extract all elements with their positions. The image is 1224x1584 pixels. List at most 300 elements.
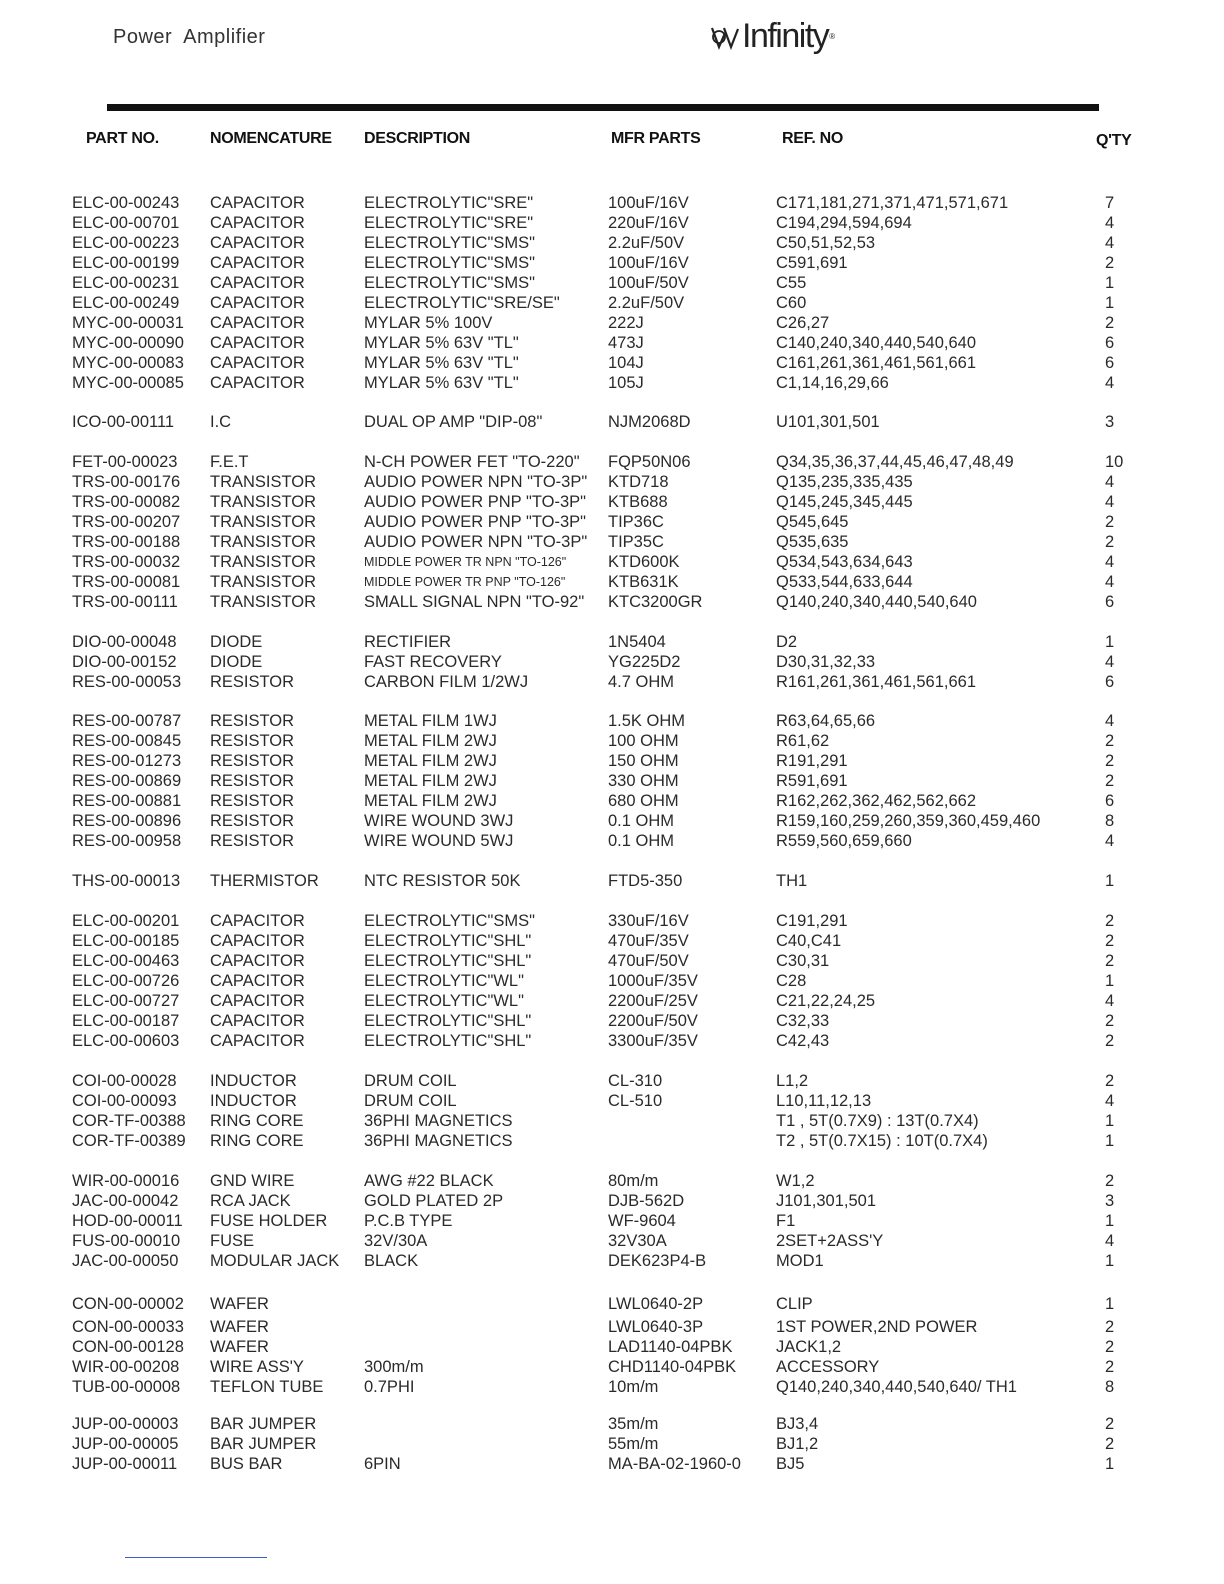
cell-part-no: MYC-00-00083 [72, 354, 184, 372]
cell-qty: 2 [1105, 1012, 1115, 1030]
cell-description: AUDIO POWER NPN "TO-3P" [364, 533, 588, 551]
cell-ref-no: C161,261,361,461,561,661 [776, 354, 977, 372]
cell-ref-no: C191,291 [776, 912, 848, 930]
cell-description: MYLAR 5% 63V "TL" [364, 334, 519, 352]
table-row [0, 1111, 1224, 1131]
cell-part-no: RES-00-00053 [72, 673, 182, 691]
table-row [0, 592, 1224, 612]
cell-ref-no: C42,43 [776, 1032, 830, 1050]
cell-nomenclature: TRANSISTOR [210, 553, 317, 571]
cell-qty: 8 [1105, 812, 1115, 830]
cell-nomenclature: WAFER [210, 1338, 269, 1356]
cell-ref-no: R159,160,259,260,359,360,459,460 [776, 812, 1041, 830]
cell-qty: 2 [1105, 772, 1115, 790]
cell-mfr-parts: FTD5-350 [608, 872, 683, 890]
cell-qty: 2 [1105, 932, 1115, 950]
cell-mfr-parts: 222J [608, 314, 644, 332]
cell-ref-no: BJ1,2 [776, 1435, 819, 1453]
cell-part-no: TRS-00-00032 [72, 553, 181, 571]
cell-qty: 4 [1105, 1092, 1115, 1110]
table-row [0, 233, 1224, 253]
table-row [0, 1337, 1224, 1357]
cell-mfr-parts: KTC3200GR [608, 593, 703, 611]
cell-qty: 2 [1105, 314, 1115, 332]
table-row [0, 572, 1224, 592]
table-row [0, 1131, 1224, 1151]
cell-nomenclature: THERMISTOR [210, 872, 319, 890]
cell-description: N-CH POWER FET "TO-220" [364, 453, 580, 471]
cell-part-no: JUP-00-00005 [72, 1435, 179, 1453]
cell-qty: 4 [1105, 473, 1115, 491]
cell-part-no: CON-00-00128 [72, 1338, 184, 1356]
cell-part-no: DIO-00-00152 [72, 653, 177, 671]
table-row [0, 273, 1224, 293]
table-row [0, 871, 1224, 891]
table-row [0, 333, 1224, 353]
cell-mfr-parts: NJM2068D [608, 413, 691, 431]
cell-part-no: FET-00-00023 [72, 453, 178, 471]
cell-mfr-parts: KTB688 [608, 493, 668, 511]
table-row [0, 811, 1224, 831]
table-row [0, 1231, 1224, 1251]
cell-part-no: TRS-00-00188 [72, 533, 181, 551]
cell-mfr-parts: 80m/m [608, 1172, 659, 1190]
cell-mfr-parts: WF-9604 [608, 1212, 676, 1230]
cell-description: GOLD PLATED 2P [364, 1192, 504, 1210]
cell-ref-no: BJ5 [776, 1455, 805, 1473]
cell-mfr-parts: 0.1 OHM [608, 832, 675, 850]
table-row [0, 293, 1224, 313]
cell-ref-no: CLIP [776, 1295, 813, 1313]
cell-description: FAST RECOVERY [364, 653, 502, 671]
cell-nomenclature: CAPACITOR [210, 214, 305, 232]
table-row [0, 472, 1224, 492]
cell-nomenclature: CAPACITOR [210, 234, 305, 252]
cell-part-no: CON-00-00033 [72, 1318, 184, 1336]
table-row [0, 1294, 1224, 1314]
table-row [0, 731, 1224, 751]
cell-part-no: TRS-00-00176 [72, 473, 181, 491]
cell-ref-no: Q34,35,36,37,44,45,46,47,48,49 [776, 453, 1014, 471]
cell-description: AUDIO POWER NPN "TO-3P" [364, 473, 588, 491]
cell-qty: 2 [1105, 1415, 1115, 1433]
cell-nomenclature: CAPACITOR [210, 1032, 305, 1050]
cell-part-no: RES-00-00896 [72, 812, 182, 830]
cell-nomenclature: CAPACITOR [210, 354, 305, 372]
cell-part-no: ELC-00-00185 [72, 932, 180, 950]
cell-part-no: RES-00-00869 [72, 772, 182, 790]
table-row [0, 1434, 1224, 1454]
cell-nomenclature: RCA JACK [210, 1192, 291, 1210]
cell-nomenclature: RESISTOR [210, 752, 295, 770]
table-row [0, 1071, 1224, 1091]
cell-ref-no: C591,691 [776, 254, 848, 272]
cell-part-no: RES-00-01273 [72, 752, 182, 770]
cell-ref-no: Q534,543,634,643 [776, 553, 913, 571]
cell-mfr-parts: LWL0640-2P [608, 1295, 704, 1313]
cell-description: DRUM COIL [364, 1092, 457, 1110]
cell-nomenclature: MODULAR JACK [210, 1252, 340, 1270]
cell-ref-no: JACK1,2 [776, 1338, 842, 1356]
cell-nomenclature: CAPACITOR [210, 334, 305, 352]
cell-part-no: ELC-00-00603 [72, 1032, 180, 1050]
cell-ref-no: R162,262,362,462,562,662 [776, 792, 977, 810]
cell-part-no: ELC-00-00701 [72, 214, 180, 232]
cell-ref-no: ACCESSORY [776, 1358, 880, 1376]
cell-mfr-parts: 0.1 OHM [608, 812, 675, 830]
cell-nomenclature: CAPACITOR [210, 374, 305, 392]
cell-ref-no: C26,27 [776, 314, 830, 332]
cell-mfr-parts: KTD600K [608, 553, 680, 571]
table-row [0, 1091, 1224, 1111]
cell-mfr-parts: DEK623P4-B [608, 1252, 707, 1270]
cell-ref-no: C28 [776, 972, 807, 990]
cell-mfr-parts: LWL0640-3P [608, 1318, 704, 1336]
cell-part-no: RES-00-00958 [72, 832, 182, 850]
cell-mfr-parts: 150 OHM [608, 752, 679, 770]
cell-part-no: COI-00-00093 [72, 1092, 177, 1110]
table-row [0, 253, 1224, 273]
cell-nomenclature: TRANSISTOR [210, 473, 317, 491]
cell-nomenclature: CAPACITOR [210, 314, 305, 332]
table-row [0, 911, 1224, 931]
cell-qty: 6 [1105, 354, 1115, 372]
cell-description: METAL FILM 2WJ [364, 752, 497, 770]
cell-mfr-parts: KTB631K [608, 573, 679, 591]
cell-qty: 4 [1105, 553, 1115, 571]
cell-ref-no: D30,31,32,33 [776, 653, 876, 671]
cell-ref-no: T2 , 5T(0.7X15) : 10T(0.7X4) [776, 1132, 988, 1150]
cell-ref-no: Q140,240,340,440,540,640 [776, 593, 977, 611]
cell-qty: 1 [1105, 1112, 1115, 1130]
cell-ref-no: Q140,240,340,440,540,640/ TH1 [776, 1378, 1017, 1396]
cell-ref-no: R63,64,65,66 [776, 712, 876, 730]
registered-mark: ® [829, 31, 836, 41]
cell-nomenclature: RESISTOR [210, 832, 295, 850]
cell-mfr-parts: 1N5404 [608, 633, 666, 651]
cell-mfr-parts: CL-510 [608, 1092, 663, 1110]
cell-description: METAL FILM 1WJ [364, 712, 497, 730]
cell-nomenclature: TRANSISTOR [210, 573, 317, 591]
cell-qty: 4 [1105, 234, 1115, 252]
cell-nomenclature: RESISTOR [210, 812, 295, 830]
cell-nomenclature: FUSE [210, 1232, 255, 1250]
cell-mfr-parts: 680 OHM [608, 792, 679, 810]
cell-mfr-parts: 104J [608, 354, 644, 372]
table-row [0, 791, 1224, 811]
table-row [0, 632, 1224, 652]
cell-description: 6PIN [364, 1455, 401, 1473]
cell-mfr-parts: 330uF/16V [608, 912, 689, 930]
infinity-logo-icon [710, 21, 740, 51]
cell-description: AUDIO POWER PNP "TO-3P" [364, 493, 586, 511]
cell-description: ELECTROLYTIC"SMS" [364, 912, 535, 930]
cell-qty: 1 [1105, 1455, 1115, 1473]
cell-qty: 2 [1105, 513, 1115, 531]
cell-ref-no: MOD1 [776, 1252, 824, 1270]
cell-ref-no: C194,294,594,694 [776, 214, 912, 232]
cell-qty: 2 [1105, 732, 1115, 750]
cell-qty: 2 [1105, 1435, 1115, 1453]
table-row [0, 373, 1224, 393]
table-row [0, 971, 1224, 991]
cell-ref-no: C140,240,340,440,540,640 [776, 334, 977, 352]
cell-description: SMALL SIGNAL NPN "TO-92" [364, 593, 585, 611]
cell-part-no: TRS-00-00082 [72, 493, 181, 511]
cell-qty: 4 [1105, 493, 1115, 511]
cell-nomenclature: CAPACITOR [210, 254, 305, 272]
cell-nomenclature: CAPACITOR [210, 274, 305, 292]
cell-description: ELECTROLYTIC"WL" [364, 992, 524, 1010]
cell-ref-no: Q545,645 [776, 513, 849, 531]
cell-description: DRUM COIL [364, 1072, 457, 1090]
header-rule [107, 104, 1099, 111]
cell-ref-no: Q145,245,345,445 [776, 493, 913, 511]
cell-qty: 1 [1105, 1212, 1115, 1230]
cell-mfr-parts: 2.2uF/50V [608, 234, 685, 252]
cell-part-no: ELC-00-00199 [72, 254, 180, 272]
cell-description: 36PHI MAGNETICS [364, 1112, 513, 1130]
cell-mfr-parts: 1000uF/35V [608, 972, 698, 990]
cell-ref-no: L10,11,12,13 [776, 1092, 872, 1110]
document-title: Power Amplifier [113, 26, 266, 48]
table-row [0, 452, 1224, 472]
cell-mfr-parts: 100uF/16V [608, 254, 689, 272]
cell-mfr-parts: 2200uF/25V [608, 992, 698, 1010]
cell-nomenclature: TRANSISTOR [210, 533, 317, 551]
cell-part-no: JAC-00-00050 [72, 1252, 179, 1270]
cell-nomenclature: F.E.T [210, 453, 249, 471]
cell-qty: 4 [1105, 653, 1115, 671]
cell-description: ELECTROLYTIC"SHL" [364, 1012, 532, 1030]
cell-nomenclature: TEFLON TUBE [210, 1378, 324, 1396]
cell-qty: 6 [1105, 593, 1115, 611]
column-header-nomenclature: NOMENCATURE [210, 130, 332, 147]
cell-description: MYLAR 5% 63V "TL" [364, 374, 519, 392]
cell-part-no: TUB-00-00008 [72, 1378, 181, 1396]
table-row [0, 193, 1224, 213]
cell-description: MIDDLE POWER TR PNP "TO-126" [364, 575, 566, 589]
cell-qty: 6 [1105, 334, 1115, 352]
cell-description: ELECTROLYTIC"SMS" [364, 254, 535, 272]
cell-ref-no: Q135,235,335,435 [776, 473, 913, 491]
cell-nomenclature: RESISTOR [210, 673, 295, 691]
cell-description: ELECTROLYTIC"SRE" [364, 214, 534, 232]
table-row [0, 313, 1224, 333]
cell-ref-no: C60 [776, 294, 807, 312]
cell-qty: 2 [1105, 952, 1115, 970]
cell-qty: 2 [1105, 1338, 1115, 1356]
cell-nomenclature: RING CORE [210, 1112, 304, 1130]
cell-mfr-parts: YG225D2 [608, 653, 681, 671]
cell-mfr-parts: MA-BA-02-1960-0 [608, 1455, 741, 1473]
cell-ref-no: C50,51,52,53 [776, 234, 876, 252]
cell-description: BLACK [364, 1252, 419, 1270]
cell-ref-no: D2 [776, 633, 798, 651]
cell-qty: 6 [1105, 673, 1115, 691]
cell-mfr-parts: 220uF/16V [608, 214, 689, 232]
cell-qty: 1 [1105, 972, 1115, 990]
cell-part-no: ELC-00-00243 [72, 194, 180, 212]
cell-nomenclature: DIODE [210, 633, 263, 651]
cell-qty: 2 [1105, 1072, 1115, 1090]
cell-mfr-parts: 473J [608, 334, 644, 352]
cell-qty: 8 [1105, 1378, 1115, 1396]
cell-qty: 2 [1105, 254, 1115, 272]
cell-ref-no: Q533,544,633,644 [776, 573, 913, 591]
cell-ref-no: R161,261,361,461,561,661 [776, 673, 977, 691]
cell-qty: 2 [1105, 752, 1115, 770]
table-row [0, 512, 1224, 532]
table-row [0, 751, 1224, 771]
cell-nomenclature: RING CORE [210, 1132, 304, 1150]
table-row [0, 991, 1224, 1011]
cell-description: AWG #22 BLACK [364, 1172, 494, 1190]
cell-part-no: RES-00-00881 [72, 792, 182, 810]
table-row [0, 1171, 1224, 1191]
cell-nomenclature: RESISTOR [210, 732, 295, 750]
cell-description: MIDDLE POWER TR NPN "TO-126" [364, 555, 567, 569]
cell-ref-no: C1,14,16,29,66 [776, 374, 889, 392]
cell-qty: 4 [1105, 712, 1115, 730]
cell-mfr-parts: 35m/m [608, 1415, 659, 1433]
column-header-mfr-parts: MFR PARTS [611, 130, 701, 147]
cell-mfr-parts: KTD718 [608, 473, 669, 491]
cell-mfr-parts: 32V30A [608, 1232, 667, 1250]
cell-part-no: ICO-00-00111 [72, 413, 175, 431]
cell-qty: 6 [1105, 792, 1115, 810]
cell-nomenclature: INDUCTOR [210, 1072, 297, 1090]
cell-ref-no: TH1 [776, 872, 808, 890]
cell-nomenclature: CAPACITOR [210, 194, 305, 212]
cell-description: METAL FILM 2WJ [364, 732, 497, 750]
cell-qty: 1 [1105, 1295, 1115, 1313]
cell-part-no: DIO-00-00048 [72, 633, 177, 651]
table-row [0, 951, 1224, 971]
cell-qty: 4 [1105, 374, 1115, 392]
table-row [0, 532, 1224, 552]
cell-nomenclature: CAPACITOR [210, 952, 305, 970]
cell-part-no: ELC-00-00463 [72, 952, 180, 970]
cell-ref-no: W1,2 [776, 1172, 815, 1190]
cell-description: ELECTROLYTIC"WL" [364, 972, 524, 990]
cell-qty: 1 [1105, 1132, 1115, 1150]
cell-ref-no: C21,22,24,25 [776, 992, 876, 1010]
cell-part-no: RES-00-00787 [72, 712, 182, 730]
cell-mfr-parts: 4.7 OHM [608, 673, 675, 691]
cell-part-no: ELC-00-00726 [72, 972, 180, 990]
cell-description: MYLAR 5% 63V "TL" [364, 354, 519, 372]
table-row [0, 1251, 1224, 1271]
cell-qty: 4 [1105, 573, 1115, 591]
column-header-ref-no: REF. NO [782, 130, 844, 147]
cell-nomenclature: BAR JUMPER [210, 1415, 317, 1433]
cell-description: 300m/m [364, 1358, 424, 1376]
cell-nomenclature: RESISTOR [210, 712, 295, 730]
table-row [0, 672, 1224, 692]
table-row [0, 1191, 1224, 1211]
cell-nomenclature: I.C [210, 413, 232, 431]
cell-nomenclature: WIRE ASS'Y [210, 1358, 304, 1376]
cell-description: WIRE WOUND 3WJ [364, 812, 514, 830]
cell-mfr-parts: 10m/m [608, 1378, 659, 1396]
cell-description: ELECTROLYTIC"SRE/SE" [364, 294, 560, 312]
cell-description: 32V/30A [364, 1232, 428, 1250]
cell-nomenclature: WAFER [210, 1318, 269, 1336]
cell-description: CARBON FILM 1/2WJ [364, 673, 529, 691]
table-row [0, 711, 1224, 731]
cell-part-no: ELC-00-00201 [72, 912, 180, 930]
cell-mfr-parts: 470uF/35V [608, 932, 689, 950]
cell-part-no: COI-00-00028 [72, 1072, 177, 1090]
infinity-logo [710, 16, 835, 56]
cell-part-no: ELC-00-00231 [72, 274, 180, 292]
cell-qty: 4 [1105, 992, 1115, 1010]
table-row [0, 213, 1224, 233]
cell-description: 36PHI MAGNETICS [364, 1132, 513, 1150]
cell-qty: 2 [1105, 1358, 1115, 1376]
cell-part-no: COR-TF-00389 [72, 1132, 186, 1150]
table-row [0, 1454, 1224, 1474]
cell-nomenclature: INDUCTOR [210, 1092, 297, 1110]
cell-mfr-parts: 1.5K OHM [608, 712, 686, 730]
table-row [0, 1011, 1224, 1031]
cell-qty: 1 [1105, 633, 1115, 651]
cell-description: ELECTROLYTIC"SMS" [364, 234, 535, 252]
cell-part-no: MYC-00-00090 [72, 334, 184, 352]
cell-ref-no: R559,560,659,660 [776, 832, 912, 850]
table-row [0, 1211, 1224, 1231]
table-row [0, 831, 1224, 851]
cell-ref-no: L1,2 [776, 1072, 809, 1090]
column-header-part-no: PART NO. [86, 130, 159, 147]
cell-description: ELECTROLYTIC"SRE" [364, 194, 534, 212]
cell-description: ELECTROLYTIC"SHL" [364, 932, 532, 950]
cell-nomenclature: TRANSISTOR [210, 513, 317, 531]
cell-mfr-parts: 330 OHM [608, 772, 679, 790]
cell-qty: 7 [1105, 194, 1115, 212]
cell-part-no: TRS-00-00081 [72, 573, 181, 591]
cell-nomenclature: WAFER [210, 1295, 269, 1313]
cell-qty: 2 [1105, 912, 1115, 930]
cell-ref-no: 1ST POWER,2ND POWER [776, 1318, 978, 1336]
cell-mfr-parts: LAD1140-04PBK [608, 1338, 733, 1356]
cell-mfr-parts: CL-310 [608, 1072, 663, 1090]
cell-qty: 4 [1105, 1232, 1115, 1250]
cell-ref-no: U101,301,501 [776, 413, 880, 431]
cell-part-no: CON-00-00002 [72, 1295, 184, 1313]
cell-nomenclature: CAPACITOR [210, 972, 305, 990]
cell-ref-no: R61,62 [776, 732, 830, 750]
cell-description: RECTIFIER [364, 633, 452, 651]
table-row [0, 1414, 1224, 1434]
cell-part-no: HOD-00-00011 [72, 1212, 183, 1230]
cell-description: ELECTROLYTIC"SMS" [364, 274, 535, 292]
cell-part-no: JUP-00-00003 [72, 1415, 179, 1433]
cell-nomenclature: TRANSISTOR [210, 493, 317, 511]
table-row [0, 1357, 1224, 1377]
table-row [0, 412, 1224, 432]
cell-qty: 1 [1105, 1252, 1115, 1270]
cell-qty: 10 [1105, 453, 1124, 471]
cell-part-no: MYC-00-00031 [72, 314, 184, 332]
table-row [0, 353, 1224, 373]
cell-qty: 3 [1105, 413, 1115, 431]
table-row [0, 1031, 1224, 1051]
table-row [0, 552, 1224, 572]
cell-mfr-parts: TIP35C [608, 533, 664, 551]
cell-mfr-parts: 100 OHM [608, 732, 679, 750]
